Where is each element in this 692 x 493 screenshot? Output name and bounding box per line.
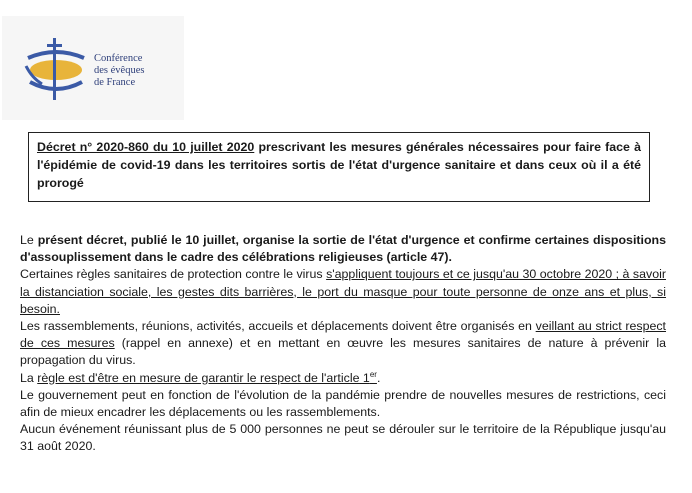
p4-tail: . [376, 370, 381, 385]
decree-title-box [28, 132, 650, 202]
p4-superscript: er [369, 369, 377, 379]
paragraph-2 [20, 266, 666, 318]
p1-bold: présent décret, publié le 10 juillet, organise la sortie de l'état d'urgence et confirme certaines dispositions d'assouplissement dans le cadre des célébrations religieuses (article 47). [20, 233, 666, 265]
p3-lead: Les rassemblements, réunions, activités, accueils et déplacements doivent être organisés en [20, 319, 536, 334]
p1-lead: Le [20, 233, 38, 247]
decree-reference: Décret n° 2020-860 du 10 juillet 2020 [37, 140, 255, 154]
logo-panel [2, 16, 184, 120]
paragraph-6: Aucun événement réunissant plus de 5 000 personnes ne peut se dérouler sur le territoire de la République jusqu'au 31 août 2020. [20, 422, 666, 454]
p3-underlined: veillant au strict respect de ces mesures [20, 319, 667, 351]
p4-underlined [37, 371, 377, 385]
paragraph-4 [20, 370, 666, 387]
cef-logo-icon [22, 36, 90, 106]
paragraph-3 [20, 318, 666, 370]
logo-line-2: des évêques [94, 65, 145, 76]
paragraph-1 [20, 232, 666, 266]
p4-rule-text: règle est d'être en mesure de garantir le respect de l'article 1 [37, 370, 370, 385]
logo-wordmark [94, 53, 144, 89]
p3-tail: (rappel en annexe) et en mettant en œuvre les mesures sanitaires de nature à prévenir la propagation du virus. [20, 336, 666, 368]
decree-title-rest: prescrivant les mesures générales nécessaires pour faire face à l'épidémie de covid-19 dans les territoires sortis de l'état d'urgence sanitaire et dans ceux où il a été prorogé [37, 140, 641, 190]
p2-lead: Certaines règles sanitaires de protection contre le virus [20, 267, 327, 282]
paragraph-5: Le gouvernement peut en fonction de l'évolution de la pandémie prendre de nouvelles mesures de restrictions, ceci afin de mieux encadrer les déplacements ou les rassemblements. [20, 387, 666, 420]
logo-line-3: de France [94, 77, 136, 88]
document-body [20, 232, 666, 456]
p2-underlined: s'appliquent toujours et ce jusqu'au 30 octobre 2020 ; à savoir la distanciation sociale, les gestes dits barrières, le port du masque pour toute personne de onze ans et plus, si besoin. [20, 267, 666, 316]
logo-line-1: Conférence [94, 53, 143, 64]
p4-lead: La [20, 370, 38, 385]
